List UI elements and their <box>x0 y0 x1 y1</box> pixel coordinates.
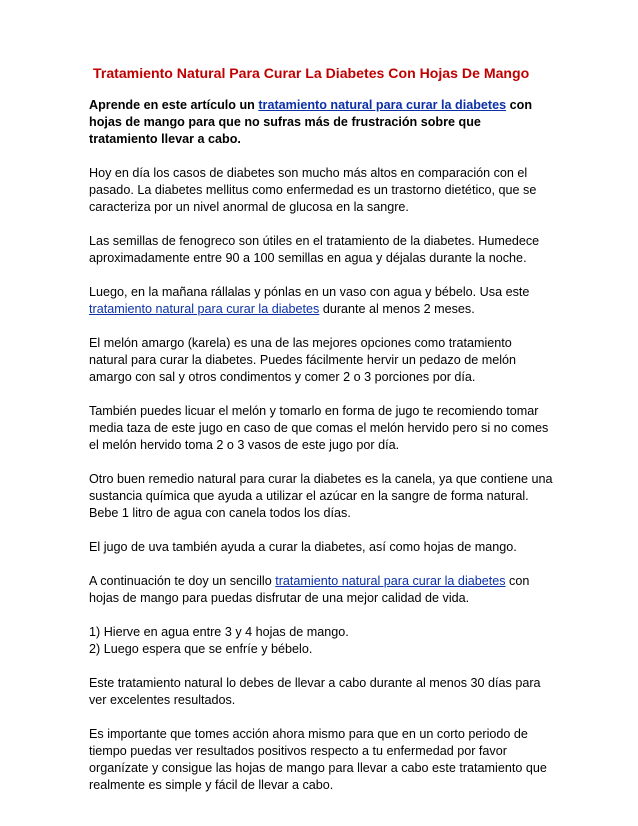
paragraph-conclusion: Es importante que tomes acción ahora mismo para que en un corto periodo de tiempo puedas ver resultados positivos respecto a tu enfermedad por favor organízate y consigue las hojas de mango para llevar a cabo este tratamiento que realmente es simple y fácil de llevar a cabo. <box>89 727 547 792</box>
treatment-link[interactable]: tratamiento natural para curar la diabetes <box>258 98 507 112</box>
treatment-link[interactable]: tratamiento natural para curar la diabetes <box>89 302 320 316</box>
paragraph-fenugreek: Las semillas de fenogreco son útiles en el tratamiento de la diabetes. Humedece aproximadamente entre 90 a 100 semillas en agua y déjalas durante la noche. <box>89 234 540 265</box>
intro-paragraph <box>89 97 559 148</box>
treatment-link[interactable]: tratamiento natural para curar la diabetes <box>275 574 506 588</box>
intro-line-1: Aprende en este artículo un tratamiento natural para curar la diabetes con <box>89 98 533 112</box>
step-item: 2) Luego espera que se enfríe y bébelo. <box>89 642 313 656</box>
paragraph-bitter-melon: El melón amargo (karela) es una de las mejores opciones como tratamiento natural para curar la diabetes. Puedes fácilmente hervir un pedazo de melón amargo con sal y otros condimentos y comer 2 o 3 porciones por día. <box>89 336 517 384</box>
intro-line-3: tratamiento llevar a cabo. <box>89 132 241 146</box>
steps-list <box>89 624 559 658</box>
document-page <box>89 62 559 811</box>
paragraph-diabetes-cases: Hoy en día los casos de diabetes son mucho más altos en comparación con el pasado. La diabetes mellitus como enfermedad es un trastorno dietético, que se caracteriza por un nivel anormal de glucosa en la sangre. <box>89 166 537 214</box>
intro-line-2: hojas de mango para que no sufras más de frustración sobre que <box>89 115 481 129</box>
paragraph-duration: Este tratamiento natural lo debes de llevar a cabo durante al menos 30 días para ver excelentes resultados. <box>89 676 541 707</box>
paragraph-melon-juice: También puedes licuar el melón y tomarlo en forma de jugo te recomiendo tomar media taza de este jugo en caso de que comas el melón hervido pero si no comes el melón hervido toma 2 o 3 vasos de este jugo por día. <box>89 404 549 452</box>
paragraph-cinnamon: Otro buen remedio natural para curar la diabetes es la canela, ya que contiene una sustancia química que ayuda a utilizar el azúcar en la sangre de forma natural. Bebe 1 litro de agua con canela todos los días. <box>89 472 553 520</box>
paragraph-simple-treatment: A continuación te doy un sencillo tratamiento natural para curar la diabetes con hojas de mango para puedas disfrutar de una mejor calidad de vida. <box>89 574 530 605</box>
paragraph-morning: Luego, en la mañana rállalas y pónlas en un vaso con agua y bébelo. Usa este tratamiento natural para curar la diabetes durante al menos 2 meses. <box>89 285 530 316</box>
step-item: 1) Hierve en agua entre 3 y 4 hojas de mango. <box>89 625 349 639</box>
paragraph-grape-juice: El jugo de uva también ayuda a curar la diabetes, así como hojas de mango. <box>89 540 517 554</box>
article-title: Tratamiento Natural Para Curar La Diabetes Con Hojas De Mango <box>93 65 530 81</box>
